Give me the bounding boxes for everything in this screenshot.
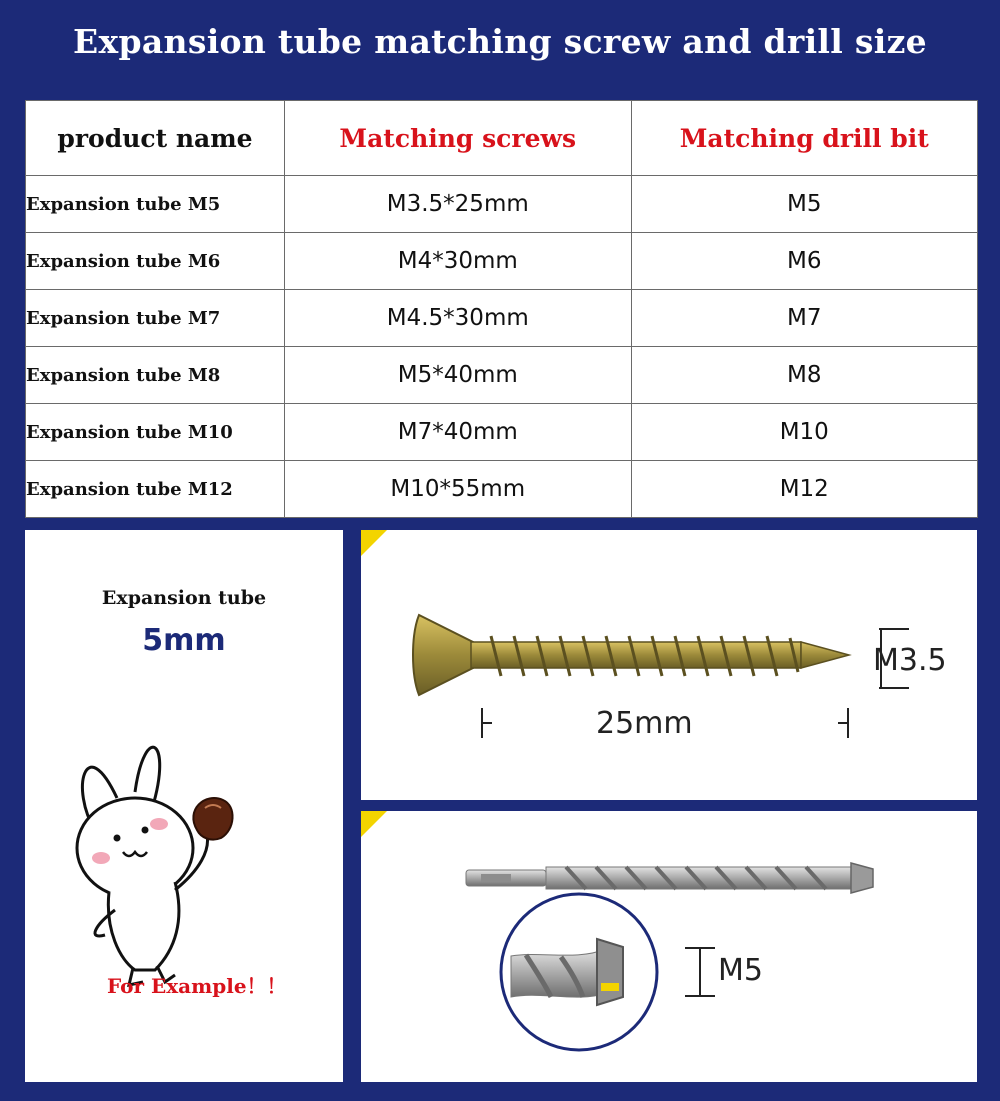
table-row xyxy=(26,347,978,404)
drill-bit-icon xyxy=(361,811,977,1082)
drill-panel xyxy=(361,811,977,1082)
product-name-cell: Expansion tube M5 xyxy=(26,176,285,233)
product-name-cell: Expansion tube M6 xyxy=(26,233,285,290)
example-panel xyxy=(25,530,343,1082)
drill-cell: M5 xyxy=(631,176,978,233)
drill-diameter-label: M5 xyxy=(718,953,763,988)
header-matching-drill-bit: Matching drill bit xyxy=(631,101,978,176)
product-name-cell: Expansion tube M7 xyxy=(26,290,285,347)
table-row xyxy=(26,461,978,518)
example-caption: For Example！！ xyxy=(107,974,287,998)
screw-diameter-label: M3.5 xyxy=(873,643,947,678)
screw-cell: M4.5*30mm xyxy=(285,290,632,347)
bunny-mascot-icon xyxy=(25,530,343,1082)
table-row xyxy=(26,233,978,290)
header-matching-screws: Matching screws xyxy=(285,101,632,176)
product-name-cell: Expansion tube M10 xyxy=(26,404,285,461)
drill-cell: M8 xyxy=(631,347,978,404)
header-product-name: product name xyxy=(26,101,285,176)
screw-cell: M3.5*25mm xyxy=(285,176,632,233)
table-row xyxy=(26,176,978,233)
screw-length-label: 25mm xyxy=(596,706,693,741)
product-name-cell: Expansion tube M8 xyxy=(26,347,285,404)
drill-cell: M12 xyxy=(631,461,978,518)
table-row xyxy=(26,290,978,347)
screw-panel xyxy=(361,530,977,800)
table-header-row xyxy=(26,101,978,176)
drill-cell: M10 xyxy=(631,404,978,461)
example-size: 5mm xyxy=(142,623,226,658)
page-title: Expansion tube matching screw and drill size xyxy=(73,22,927,61)
drill-cell: M6 xyxy=(631,233,978,290)
screw-cell: M4*30mm xyxy=(285,233,632,290)
screw-cell: M7*40mm xyxy=(285,404,632,461)
screw-cell: M5*40mm xyxy=(285,347,632,404)
table-row xyxy=(26,404,978,461)
spec-table xyxy=(25,100,978,518)
product-name-cell: Expansion tube M12 xyxy=(26,461,285,518)
screw-cell: M10*55mm xyxy=(285,461,632,518)
drill-cell: M7 xyxy=(631,290,978,347)
example-label: Expansion tube xyxy=(101,587,267,609)
